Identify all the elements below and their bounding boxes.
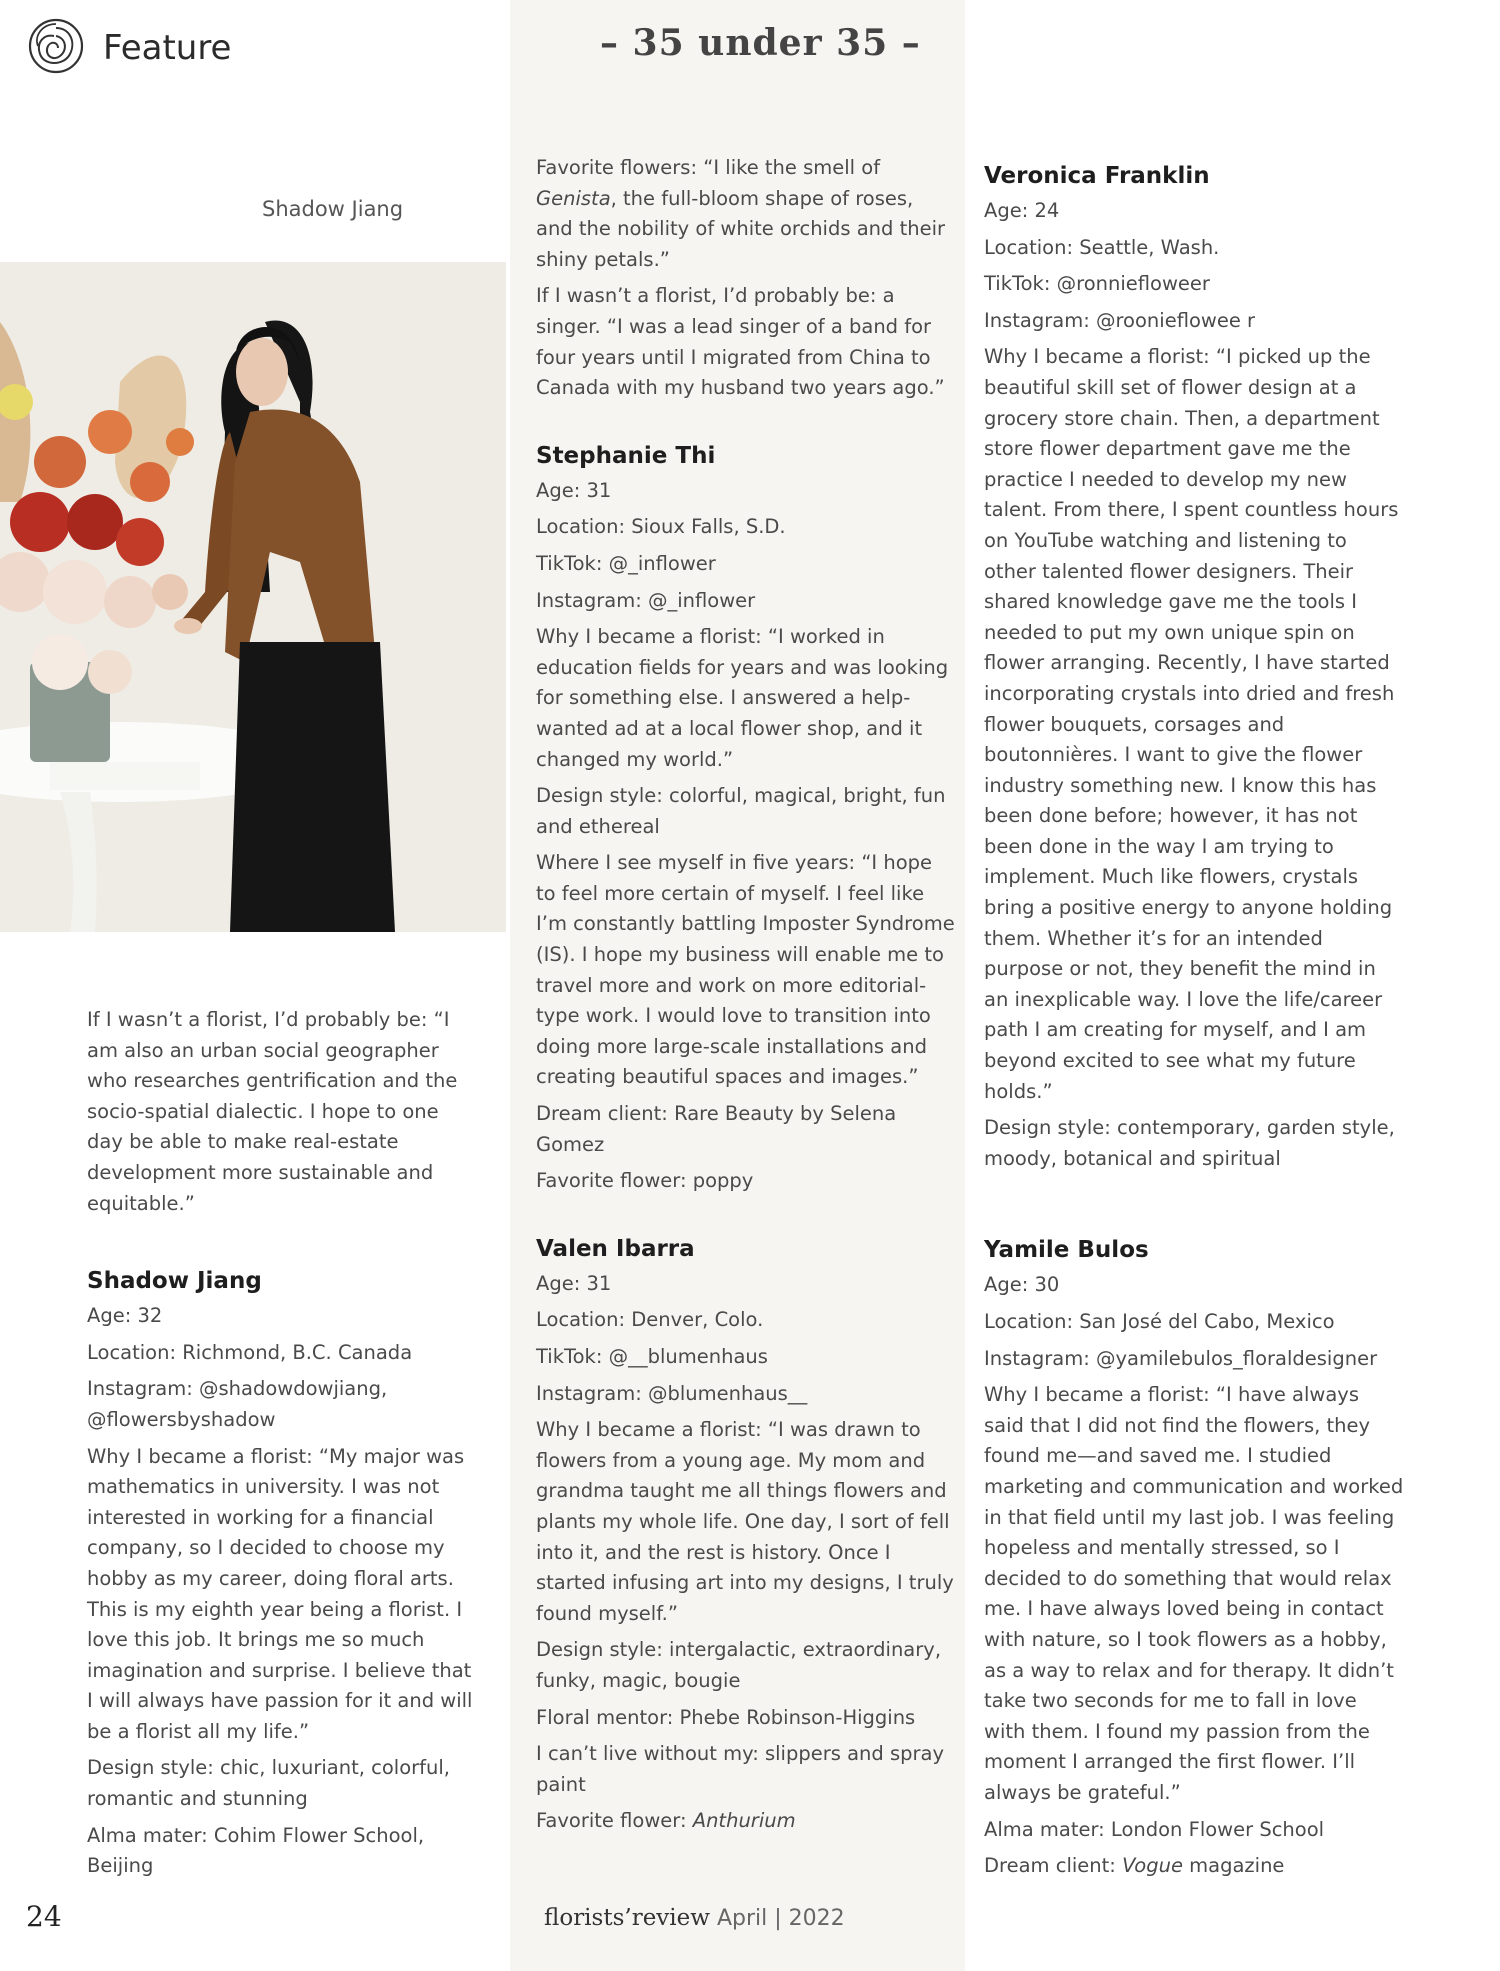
profile-age: Age: 32 (87, 1304, 163, 1328)
profile-instagram: Instagram: @roonieflowee r (984, 308, 1256, 332)
favorite-flower-prefix: Favorite flower: (536, 1809, 693, 1833)
profile-location: Location: Richmond, B.C. Canada (87, 1340, 413, 1364)
profile-location: Location: Denver, Colo. (536, 1308, 764, 1332)
dream-client-prefix: Dream client: (984, 1854, 1123, 1878)
photo-caption: Shadow Jiang (262, 197, 404, 221)
profile-location: Location: Seattle, Wash. (984, 235, 1220, 259)
profile-design-style: Design style: colorful, magical, bright, fun and ethereal (536, 784, 946, 838)
profile-age: Age: 31 (536, 1271, 612, 1295)
profile-tiktok: TikTok: @_inflower (536, 551, 716, 575)
favorite-flowers (536, 153, 956, 275)
profile-location: Location: Sioux Falls, S.D. (536, 515, 786, 539)
profile-dream-client (984, 1851, 1404, 1882)
profile-instagram: Instagram: @_inflower (536, 588, 756, 612)
profile-alma-mater: Alma mater: London Flower School (984, 1817, 1325, 1841)
profile-name: Stephanie Thi (536, 442, 716, 469)
profile-why: Why I became a florist: “I worked in education fields for years and was looking for something else. I answered a help-wanted ad at a local flower shop, and it changed my world.” (536, 625, 949, 771)
dream-client-suffix: magazine (1182, 1854, 1285, 1878)
favorite-flowers-italic: Genista (536, 186, 611, 210)
florist-alt-paragraph (87, 1005, 477, 1219)
profile-name: Yamile Bulos (984, 1237, 1149, 1264)
profile-age: Age: 31 (536, 478, 612, 502)
profile-alma-mater: Alma mater: Cohim Flower School, Beijing (87, 1823, 425, 1878)
profile-why: Why I became a florist: “I have always said that I did not find the flowers, they found me—and saved me. I studied marketing and communication and worked in that field until my last job. I was feeling hopeless and mentally stressed, so I decided to do something that would relax me. I have always loved being in contact with nature, so I took flowers as a hobby, as a way to relax and for therapy. It didn’t take two seconds for me to fall in love with them. I found my passion from the moment I arranged the first flower. I’ll always be grateful.” (984, 1383, 1404, 1804)
section-label: Feature (103, 28, 232, 68)
profile-mentor: Floral mentor: Phebe Robinson-Higgins (536, 1705, 916, 1729)
profile-instagram: Instagram: @blumenhaus__ (536, 1381, 808, 1405)
favorite-flower-italic: Anthurium (692, 1809, 796, 1833)
column-right (984, 160, 1404, 1888)
profile-name: Veronica Franklin (984, 163, 1210, 189)
profile-favorite-flower: Favorite flower: poppy (536, 1169, 754, 1193)
column-center (536, 153, 956, 1843)
profile-five-years: Where I see myself in five years: “I hope to feel more certain of myself. I feel like I’m constantly battling Imposter Syndrome (IS). I hope my business will enable me to travel more and work on more editorial-type work. I would love to transition into doing more large-scale installations and creating beautiful spaces and images.” (536, 851, 955, 1089)
profile-design-style: Design style: intergalactic, extraordinary, funky, magic, bougie (536, 1638, 942, 1692)
publication-name: florists’review (544, 1905, 710, 1931)
dream-client-italic: Vogue (1122, 1854, 1183, 1878)
profile-why: Why I became a florist: “My major was mathematics in university. I was not interested in working for a financial company, so I decided to choose my hobby as my career, doing floral arts. This is my eighth year being a florist. I love this job. It brings me so much imagination and surprise. I believe that I will always have passion for it and will be a florist all my life.” (87, 1444, 473, 1743)
florist-alt-label: If I wasn’t a florist, I’d probably be: (87, 1008, 428, 1031)
profile-age: Age: 30 (984, 1273, 1060, 1297)
favorite-flowers-prefix: Favorite flowers: “I like the smell of (536, 156, 881, 179)
profile-favorite-flower (536, 1806, 956, 1837)
page-number: 24 (26, 1900, 62, 1933)
profile-dream-client: Dream client: Rare Beauty by Selena Gomez (536, 1102, 897, 1156)
florist-alt-singer: If I wasn’t a florist, I’d probably be: a singer. “I was a lead singer of a band for four years until I migrated from China to Canada with my husband two years ago.” (536, 284, 945, 400)
portrait-photo (0, 262, 506, 932)
profile-instagram: Instagram: @yamilebulos_floraldesigner (984, 1346, 1378, 1370)
profile-name: Valen Ibarra (536, 1235, 695, 1262)
profile-design-style: Design style: chic, luxuriant, colorful, romantic and stunning (87, 1756, 450, 1811)
florist-alt-text: “I am also an urban social geographer who researches gentrification and the socio-spatial dialectic. I hope to one day be able to make real-estate development more sustainable and equitable.” (87, 1008, 458, 1215)
footer (544, 1905, 845, 1931)
rose-logo-icon (26, 16, 86, 76)
profile-age: Age: 24 (984, 199, 1060, 222)
column-left (87, 1005, 477, 1888)
profile-tiktok: TikTok: @__blumenhaus (536, 1345, 768, 1368)
feature-title: – 35 under 35 – (600, 22, 921, 64)
profile-why: Why I became a florist: “I was drawn to flowers from a young age. My mom and grandma taught me all things flowers and plants my whole life. One day, I sort of fell into it, and the rest is history. Once I started infusing art into my designs, I truly found myself.” (536, 1418, 954, 1625)
profile-design-style: Design style: contemporary, garden style, moody, botanical and spiritual (984, 1116, 1395, 1170)
profile-instagram: Instagram: @shadowdowjiang, @flowersbyshadow (87, 1377, 388, 1431)
profile-location: Location: San José del Cabo, Mexico (984, 1310, 1335, 1333)
profile-cant-live-without: I can’t live without my: slippers and spray paint (536, 1742, 945, 1796)
profile-tiktok: TikTok: @ronniefloweer (984, 272, 1210, 296)
issue-date: April | 2022 (716, 1906, 845, 1931)
profile-why: Why I became a florist: “I picked up the beautiful skill set of flower design at a grocery store chain. Then, a department store flower department gave me the practice I needed to develop my new talent. From there, I spent countless hours on YouTube watching and listening to other talented flower designers. Their shared knowledge gave me the tools I needed to put my own unique spin on flower arranging. Recently, I have started incorporating crystals into dried and fresh flower bouquets, corsages and boutonnières. I want to give the flower industry something new. I know this has been done before; however, it has not been done in the way I am trying to implement. Much like flowers, crystals bring a positive energy to anyone holding them. Whether it’s for an intended purpose or not, they benefit the mind in an inexplicable way. I love the life/career path I am creating for myself, and I am beyond excited to see what my future holds.” (984, 345, 1399, 1103)
favorite-flowers-suffix: , the full-bloom shape of roses, and the nobility of white orchids and their shiny petals.” (536, 186, 946, 271)
profile-name: Shadow Jiang (87, 1268, 262, 1295)
